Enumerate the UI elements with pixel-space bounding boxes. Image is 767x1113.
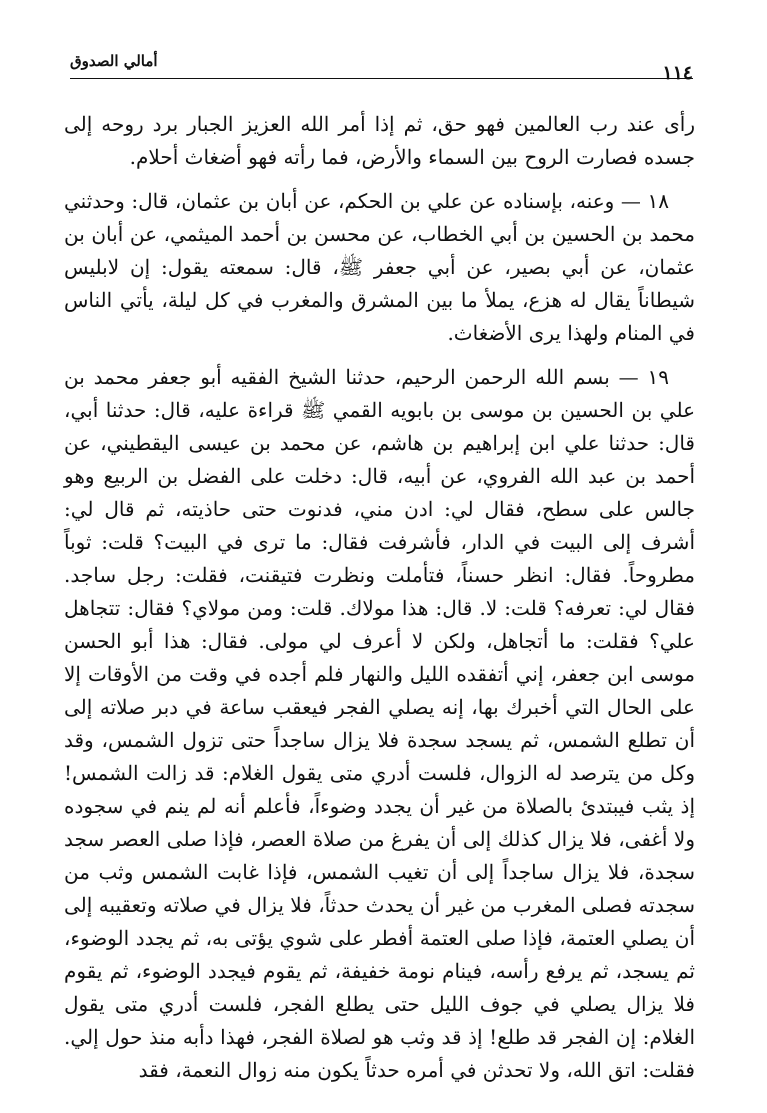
book-title: أمالي الصدوق (70, 52, 158, 70)
page-body (64, 108, 695, 1098)
paragraph-continuation: رأى عند رب العالمين فهو حق، ثم إذا أمر الله العزيز الجبار برد روحه إلى جسده فصارت الروح بين السماء والأرض، فما رأته فهو أضغاث أحلام. (64, 112, 695, 169)
header-divider (70, 78, 693, 79)
paragraph-hadith-18: ١٨ — وعنه، بإسناده عن علي بن الحكم، عن أبان بن عثمان، قال: وحدثني محمد بن الحسين بن أبي الخطاب، عن محسن بن أحمد الميثمي، عن أبان بن عثمان، عن أبي بصير، عن أبي جعفر ﷺ، قال: سمعته يقول: إن لابليس شيطاناً يقال له هزع، يملأ ما بين المشرق والمغرب في كل ليلة، يأتي الناس في المنام ولهذا يرى الأضغاث. (64, 189, 695, 345)
page-number: ١١٤ (662, 62, 693, 84)
running-header (70, 40, 693, 82)
paragraph-hadith-19: ١٩ — بسم الله الرحمن الرحيم، حدثنا الشيخ الفقيه أبو جعفر محمد بن علي بن الحسين بن موسى بن بابويه القمي ﷺ قراءة عليه، قال: حدثنا أبي، قال: حدثنا علي ابن إبراهيم بن هاشم، عن محمد بن عيسى اليقطيني، عن أحمد بن عبد الله الفروي، عن أبيه، قال: دخلت على الفضل بن الربيع وهو جالس على سطح، فقال لي: ادن مني، فدنوت حتى حاذيته، ثم قال لي: أشرف إلى البيت في الدار، فأشرفت فقال: ما ترى في البيت؟ قلت: ثوباً مطروحاً. فقال: انظر حسناً، فتأملت ونظرت فتيقنت، فقلت: رجل ساجد. فقال لي: تعرفه؟ قلت: لا. قال: هذا مولاك. قلت: ومن مولاي؟ فقال: تتجاهل علي؟ فقلت: ما أتجاهل، ولكن لا أعرف لي مولى. فقال: هذا أبو الحسن موسى ابن جعفر، إني أتفقده الليل والنهار فلم أجده في وقت من الأوقات إلا على الحال التي أخبرك بها، إنه يصلي الفجر فيعقب ساعة في دبر صلاته إلى أن تطلع الشمس، ثم يسجد سجدة فلا يزال ساجداً حتى تزول الشمس، وقد وكل من يترصد له الزوال، فلست أدري متى يقول الغلام: قد زالت الشمس! إذ يثب فيبتدئ بالصلاة من غير أن يجدد وضوءاً، فأعلم أنه لم ينم في سجوده ولا أغفى، فلا يزال كذلك إلى أن يفرغ من صلاة العصر، فإذا صلى العصر سجد سجدة، فلا يزال ساجداً إلى أن تغيب الشمس، فإذا غابت الشمس وثب من سجدته فصلى المغرب من غير أن يحدث حدثاً، فلا يزال في صلاته وتعقيبه إلى أن يصلي العتمة، فإذا صلى العتمة أفطر على شوي يؤتى به، ثم يجدد الوضوء، ثم يسجد، ثم يرفع رأسه، فينام نومة خفيفة، ثم يقوم فيجدد الوضوء، ثم يقوم فلا يزال يصلي في جوف الليل حتى يطلع الفجر، فلست أدري متى يقول الغلام: إن الفجر قد طلع! إذ قد وثب هو لصلاة الفجر، فهذا دأبه منذ حول إلي. فقلت: اتق الله، ولا تحدثن في أمره حدثاً يكون منه زوال النعمة، فقد (64, 365, 696, 1082)
